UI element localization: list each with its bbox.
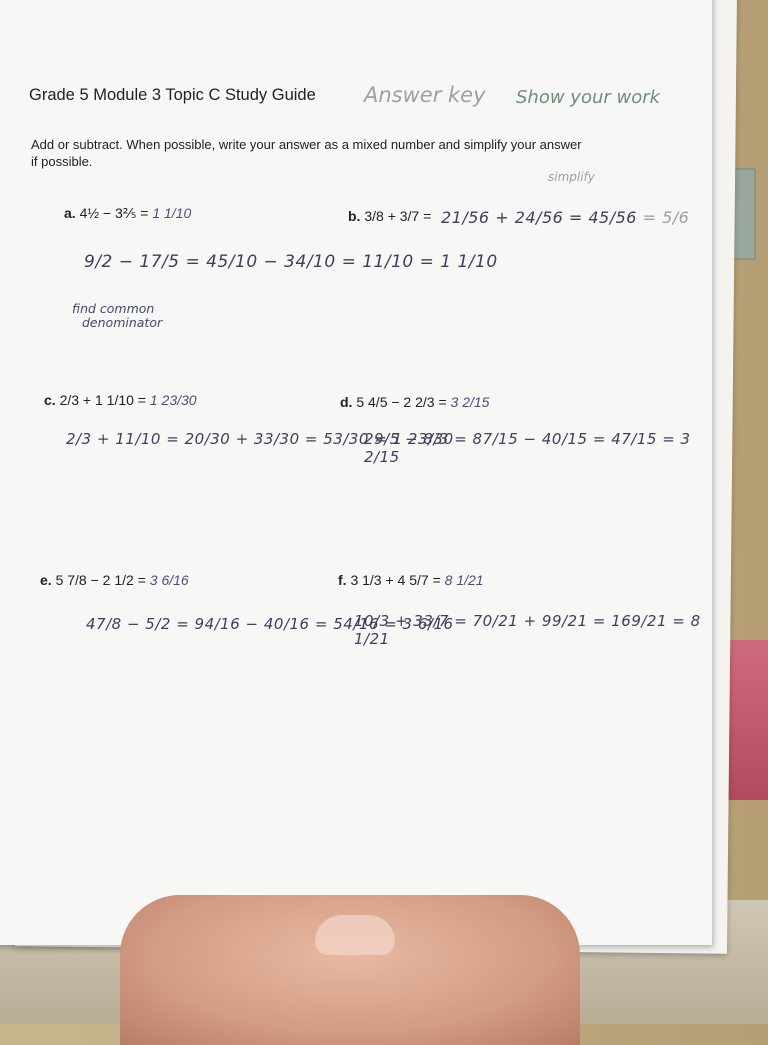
- show-work-handwriting: Show your work: [516, 87, 661, 108]
- problem-e-label: e.: [40, 572, 52, 588]
- instructions-line-2: if possible.: [31, 154, 93, 169]
- problem-a-note: [72, 302, 162, 330]
- problem-b-work: [441, 208, 689, 227]
- problem-a-work: 9/2 − 17/5 = 45/10 − 34/10 = 11/10 = 1 1/10: [84, 252, 498, 272]
- problem-a-note-line-2: denominator: [82, 315, 163, 330]
- problem-e: [40, 572, 189, 588]
- problem-a: [64, 205, 191, 222]
- problem-b-label: b.: [348, 208, 361, 224]
- problem-d-label: d.: [340, 394, 353, 410]
- problem-e-answer: 3 6/16: [149, 572, 189, 588]
- problem-f-label: f.: [338, 572, 347, 588]
- problem-f-answer: 8 1/21: [444, 572, 484, 588]
- problem-e-expression: 5 7/8 − 2 1/2 =: [55, 572, 150, 588]
- instructions-line-1: Add or subtract. When possible, write your answer as a mixed number and simplify your answer: [31, 137, 582, 152]
- problem-c-answer: 1 23/30: [149, 392, 197, 408]
- simplify-note: simplify: [548, 170, 595, 184]
- problem-a-note-line-1: find common: [72, 301, 155, 316]
- problem-c-expression: 2/3 + 1 1/10 =: [59, 392, 150, 408]
- problem-c-work: 2/3 + 11/10 = 20/30 + 33/30 = 53/30 = 1 23/30: [66, 430, 454, 448]
- problem-a-answer: 1 1/10: [152, 205, 192, 221]
- thumb-nail: [315, 915, 395, 955]
- problem-c: [44, 392, 197, 408]
- problem-d-expression: 5 4/5 − 2 2/3 =: [356, 394, 451, 410]
- problem-a-expression: 4½ − 3⅖ =: [79, 205, 153, 221]
- problem-b: [348, 208, 431, 224]
- problem-f: [338, 572, 484, 588]
- problem-b-simplified: = 5/6: [642, 208, 690, 227]
- problem-b-expression: 3/8 + 3/7 =: [364, 208, 432, 224]
- problem-f-work: 10/3 + 33/7 = 70/21 + 99/21 = 169/21 = 8 1/21: [354, 612, 701, 648]
- problem-c-label: c.: [44, 392, 56, 408]
- problem-a-label: a.: [64, 205, 76, 221]
- problem-f-expression: 3 1/3 + 4 5/7 =: [350, 572, 445, 588]
- problem-d-answer: 3 2/15: [450, 394, 490, 410]
- problem-d: [340, 394, 489, 410]
- instructions: [31, 136, 651, 170]
- answer-key-handwriting: Answer key: [364, 83, 486, 107]
- problem-b-work-main: 21/56 + 24/56 = 45/56: [441, 208, 643, 227]
- problem-d-work: 29/5 − 8/3 = 87/15 − 40/15 = 47/15 = 3 2/15: [364, 430, 691, 466]
- problem-e-work: 47/8 − 5/2 = 94/16 − 40/16 = 54/16 = 3 6/16: [86, 615, 454, 633]
- page-title: Grade 5 Module 3 Topic C Study Guide: [29, 86, 316, 104]
